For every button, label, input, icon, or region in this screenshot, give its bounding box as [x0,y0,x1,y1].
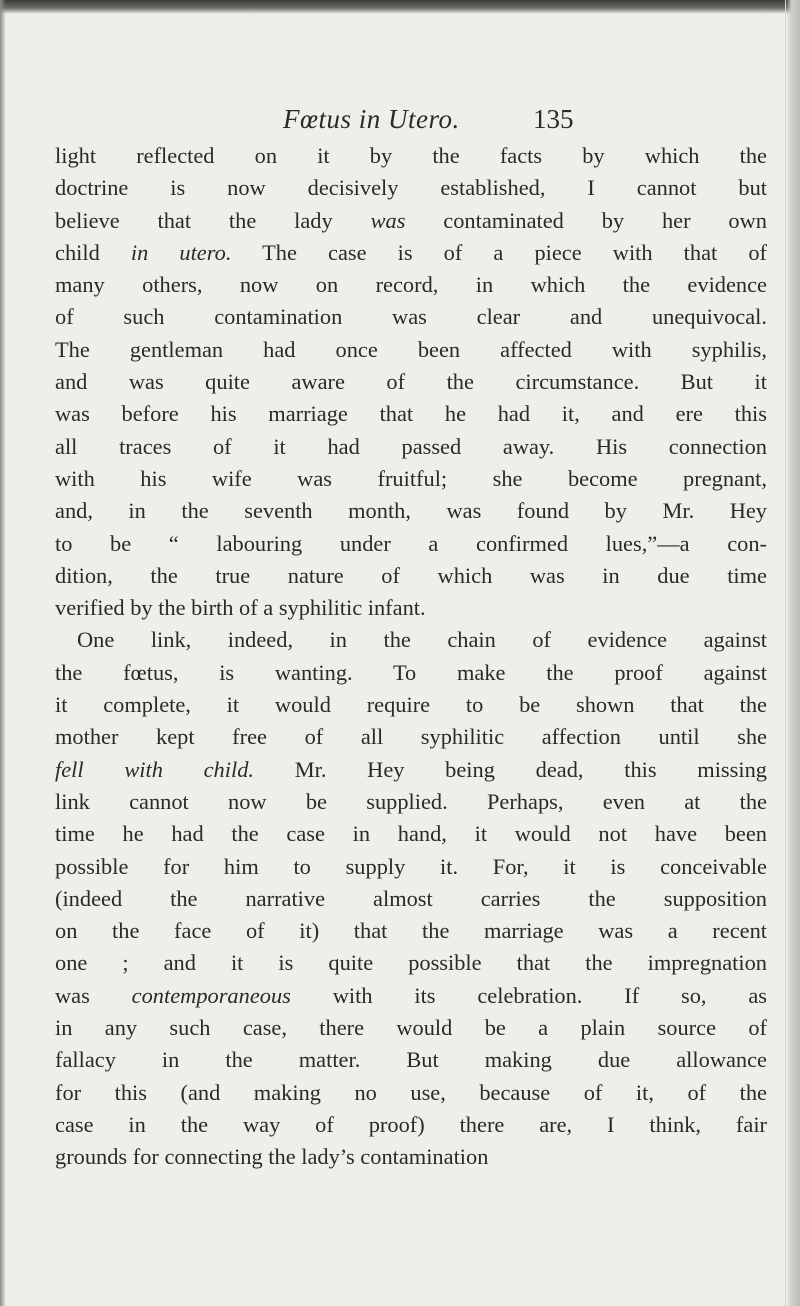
italic-phrase: contemporaneous [131,982,291,1008]
text-line [55,657,767,689]
line-text: child [55,239,131,265]
line-text: all traces of it had passed away. His connection [55,433,767,459]
text-line [55,592,767,624]
text-line [55,366,767,398]
text-line [55,689,767,721]
line-text: with its celebration. If so, as [290,982,767,1008]
text-line [55,560,767,592]
text-line [55,786,767,818]
text-line [55,431,767,463]
page-right-edge [785,0,800,1306]
line-text: possible for him to supply it. For, it is conceivable [55,853,767,879]
line-text: contaminated by her own [405,207,767,233]
text-line [55,624,767,656]
text-line [55,851,767,883]
line-text: one ; and it is quite possible that the impregnation [55,950,767,976]
line-text: (indeed the narrative almost carries the supposition [55,885,767,911]
line-text: many others, now on record, in which the evidence [55,272,767,298]
italic-phrase: fell with child. [55,756,254,782]
line-text: and was quite aware of the circumstance. But it [55,369,767,395]
text-line [55,237,767,269]
body-text [55,140,767,1174]
running-title: Fœtus in Utero. [283,104,460,134]
line-text: Mr. Hey being dead, this missing [253,756,767,782]
line-text: link cannot now be supplied. Perhaps, even at the [55,788,767,814]
line-text: of such contamination was clear and unequivocal. [55,304,767,330]
line-text: was before his marriage that he had it, and ere this [55,401,767,427]
text-line [55,398,767,430]
line-text: the fœtus, is wanting. To make the proof against [55,659,767,685]
text-line [55,495,767,527]
line-text: grounds for connecting the lady’s contamination [55,1144,489,1170]
line-text: case in the way of proof) there are, I think, fair [55,1111,767,1137]
page-left-edge [0,0,6,1306]
italic-phrase: in utero. [130,239,232,265]
line-text: verified by the birth of a syphilitic infant. [55,595,426,621]
text-line [55,1044,767,1076]
text-line [55,980,767,1012]
line-text: mother kept free of all syphilitic affection until she [55,724,767,750]
text-line [55,1141,767,1173]
running-head [0,104,800,140]
page-top-edge-shadow [0,0,800,14]
text-line [55,140,767,172]
text-line [55,1109,767,1141]
text-line [55,301,767,333]
line-text: dition, the true nature of which was in due time [55,562,767,588]
text-line [55,754,767,786]
text-line [55,915,767,947]
text-line [55,947,767,979]
line-text: believe that the lady [55,207,371,233]
line-text: was [55,982,132,1008]
page-number: 135 [533,104,574,134]
line-text: on the face of it) that the marriage was a recent [55,918,767,944]
line-text: it complete, it would require to be shown that the [55,692,767,718]
line-text: doctrine is now decisively established, I cannot but [55,175,767,201]
text-line [55,883,767,915]
line-text: The gentleman had once been affected with syphilis, [55,336,767,362]
text-line [55,269,767,301]
text-line [55,334,767,366]
text-line [55,528,767,560]
line-text: with his wife was fruitful; she become pregnant, [55,465,767,491]
line-text: The case is of a piece with that of [231,239,767,265]
line-text: One link, indeed, in the chain of evidence against [77,627,767,653]
line-text: time he had the case in hand, it would not have been [55,821,767,847]
line-text: to be “ labouring under a confirmed lues,”—a con- [55,530,767,556]
text-line [55,818,767,850]
text-line [55,1077,767,1109]
text-line [55,205,767,237]
italic-phrase: was [370,207,406,233]
text-line [55,1012,767,1044]
text-line [55,463,767,495]
line-text: in any such case, there would be a plain source of [55,1015,767,1041]
line-text: fallacy in the matter. But making due allowance [55,1047,767,1073]
line-text: and, in the seventh month, was found by Mr. Hey [55,498,767,524]
line-text: light reflected on it by the facts by which the [55,143,767,168]
line-text: for this (and making no use, because of it, of the [55,1079,767,1105]
text-line [55,172,767,204]
text-line [55,721,767,753]
